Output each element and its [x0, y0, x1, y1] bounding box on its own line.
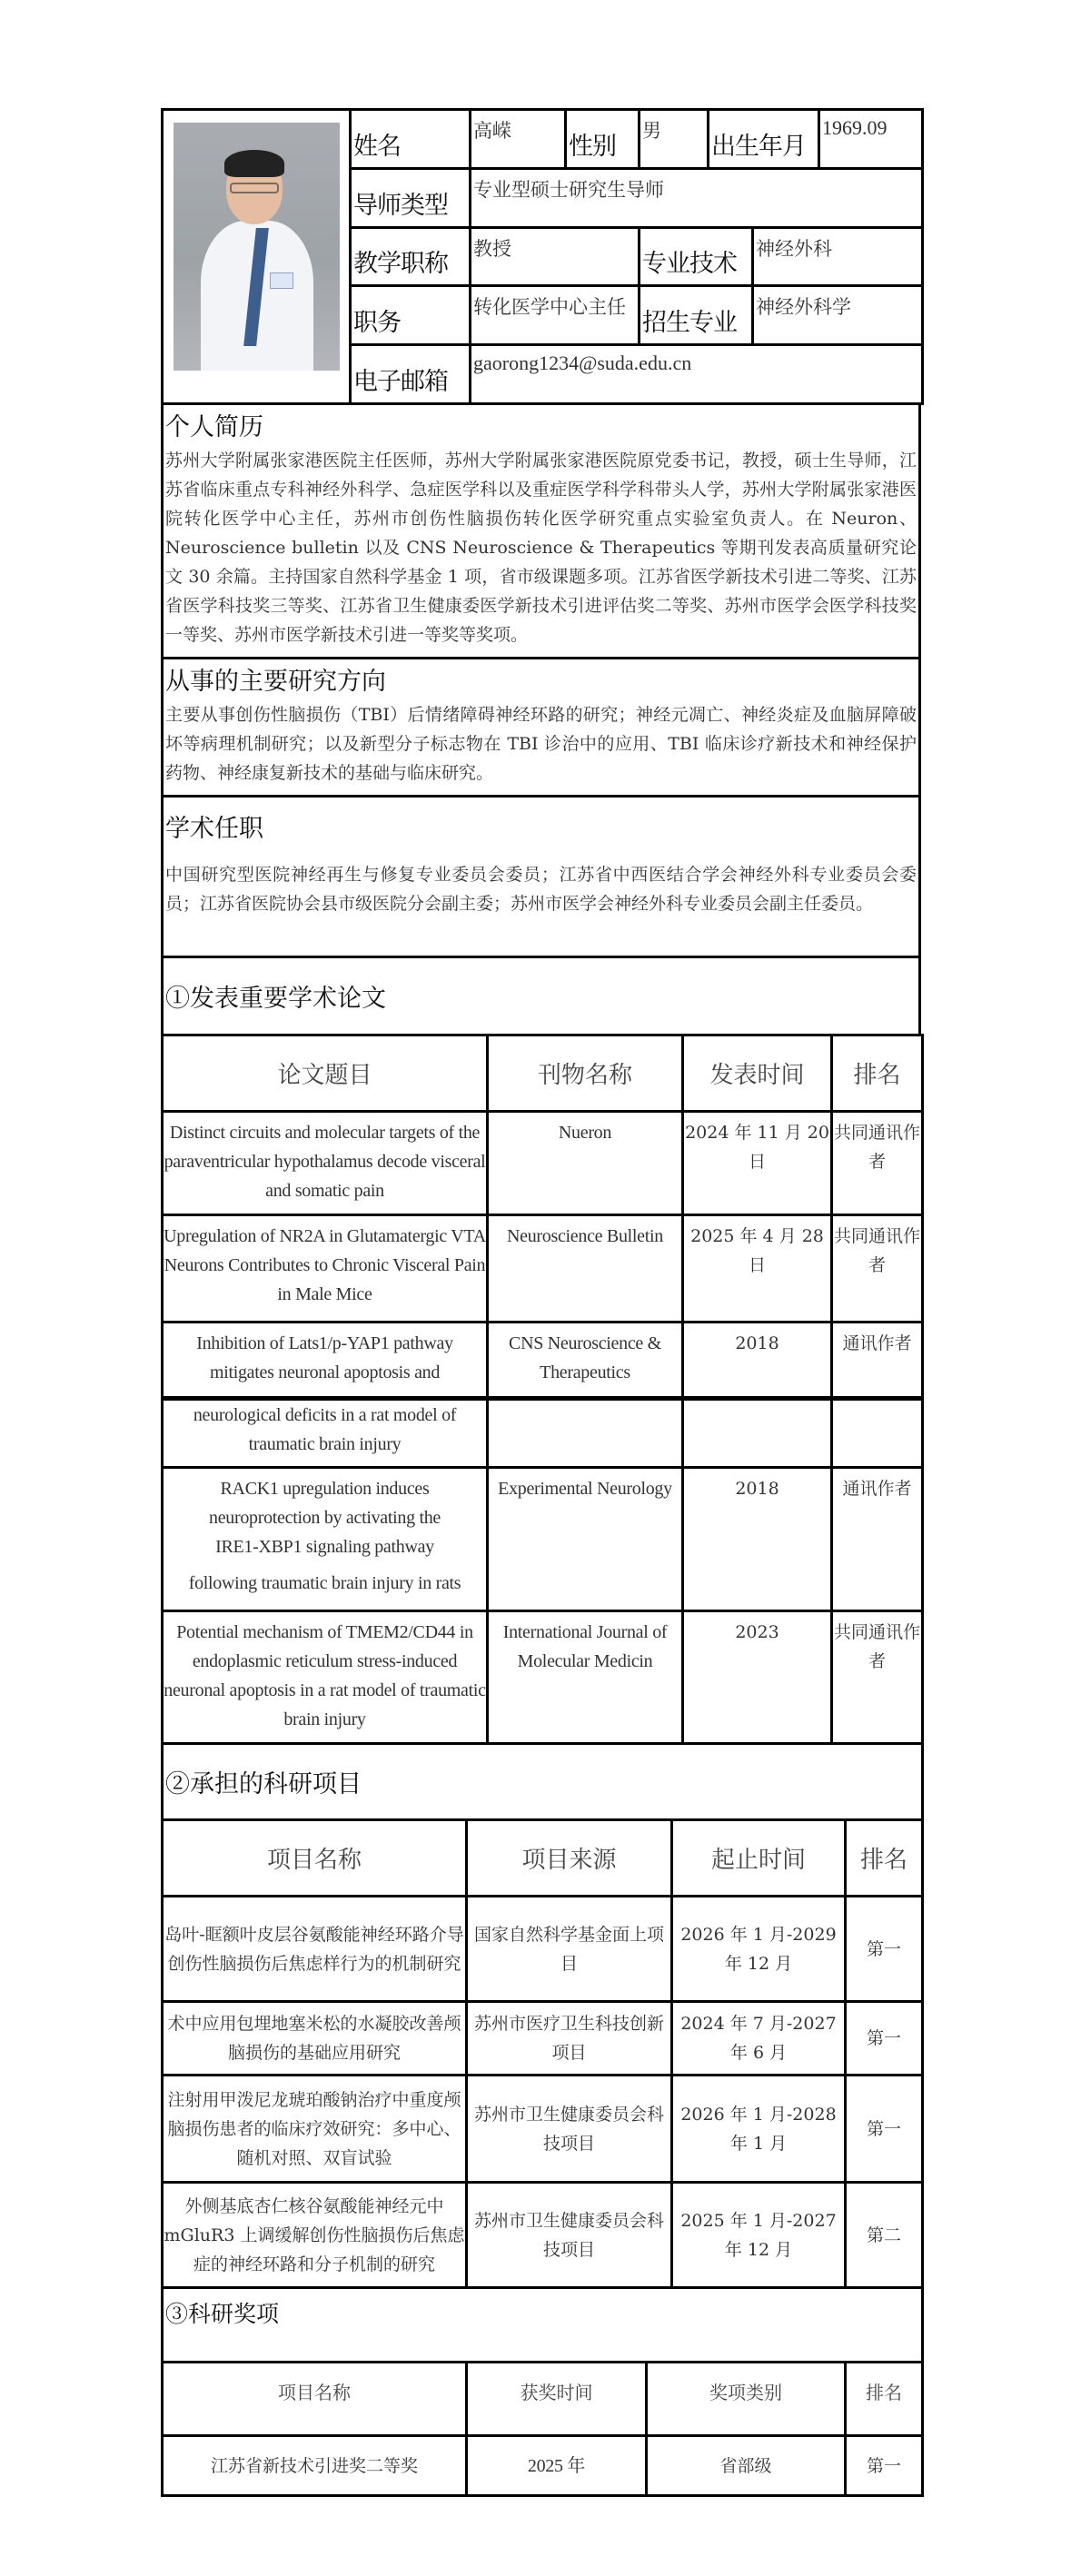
project-period: 2026 年 1 月-2029 年 12 月	[672, 1897, 846, 2002]
project-source: 苏州市卫生健康委员会科技项目	[467, 2076, 672, 2183]
email-label: 电子邮箱	[351, 345, 471, 404]
awards-header-name: 项目名称	[163, 2363, 467, 2436]
research-title: 从事的主要研究方向	[165, 668, 386, 696]
project-row	[163, 2183, 923, 2288]
project-source: 国家自然科学基金面上项目	[467, 1897, 672, 2002]
supervisor-photo	[174, 123, 340, 371]
paper-title-extra: following traumatic brain injury in rats	[188, 1573, 461, 1593]
award-row	[163, 2436, 923, 2496]
bio-section	[163, 404, 920, 659]
awards-header-rank: 排名	[846, 2363, 923, 2436]
name-label: 姓名	[351, 110, 471, 169]
paper-title: Potential mechanism of TMEM2/CD44 in endoplasmic reticulum stress-induced neuronal apoptosis in a rat model of traumatic brain injury	[163, 1611, 488, 1744]
projects-header-period: 起止时间	[672, 1820, 846, 1897]
paper-rank: 通讯作者	[832, 1468, 923, 1611]
birth-value: 1969.09	[819, 110, 923, 169]
teaching-title-label: 教学职称	[351, 228, 471, 286]
project-period: 2025 年 1 月-2027 年 12 月	[672, 2183, 846, 2288]
project-row	[163, 2002, 923, 2076]
gender-label: 性别	[566, 110, 640, 169]
profile-table	[161, 108, 924, 405]
gender-value: 男	[640, 110, 709, 169]
awards-table	[161, 2361, 924, 2497]
paper-journal: CNS Neuroscience & Therapeutics	[488, 1323, 683, 1399]
projects-header-source: 项目来源	[467, 1820, 672, 1897]
paper-journal: Neuroscience Bulletin	[488, 1215, 683, 1323]
project-rank: 第一	[846, 1897, 923, 2002]
awards-header-row	[163, 2363, 923, 2436]
paper-title-cell	[163, 1468, 488, 1611]
paper-title: RACK1 upregulation induces neuroprotection by activating the IRE1-XBP1 signaling pathway	[209, 1479, 441, 1557]
position-value: 转化医学中心主任	[471, 286, 640, 345]
photo-cell	[163, 110, 351, 404]
paper-row	[163, 1112, 923, 1215]
research-section	[163, 659, 920, 797]
supervisor-type-label: 导师类型	[351, 169, 471, 228]
bio-title: 个人简历	[165, 413, 263, 441]
papers-header-rank: 排名	[832, 1035, 923, 1112]
project-name: 注射用甲泼尼龙琥珀酸钠治疗中重度颅脑损伤患者的临床疗效研究：多中心、随机对照、双盲试验	[163, 2076, 467, 2183]
papers-table	[161, 1034, 924, 1821]
project-rank: 第二	[846, 2183, 923, 2288]
paper-date: 2024 年 11 月 20 日	[683, 1112, 832, 1215]
award-name: 江苏省新技术引进奖二等奖	[163, 2436, 467, 2496]
award-rank: 第一	[846, 2436, 923, 2496]
enroll-major-label: 招生专业	[640, 286, 753, 345]
paper-rank: 共同通讯作者	[832, 1611, 923, 1744]
papers-header-journal: 刊物名称	[488, 1035, 683, 1112]
award-category: 省部级	[647, 2436, 846, 2496]
projects-title: ②承担的科研项目	[163, 1744, 923, 1820]
paper-journal: Experimental Neurology	[488, 1468, 683, 1611]
paper-journal: Nueron	[488, 1112, 683, 1215]
paper-journal	[488, 1399, 683, 1468]
project-name: 岛叶-眶额叶皮层谷氨酸能神经环路介导创伤性脑损伤后焦虑样行为的机制研究	[163, 1897, 467, 2002]
name-value: 高嵘	[471, 110, 566, 169]
paper-title: Distinct circuits and molecular targets of the paraventricular hypothalamus decode visceral and somatic pain	[163, 1112, 488, 1215]
papers-title: ①发表重要学术论文	[163, 957, 920, 1035]
paper-title: Upregulation of NR2A in Glutamatergic VTA Neurons Contributes to Chronic Visceral Pain in Male Mice	[163, 1215, 488, 1323]
paper-date: 2018	[683, 1468, 832, 1611]
paper-date: 2018	[683, 1323, 832, 1399]
projects-header-rank: 排名	[846, 1820, 923, 1897]
paper-rank: 通讯作者	[832, 1323, 923, 1399]
supervisor-profile-sheet	[161, 108, 921, 2497]
project-source: 苏州市卫生健康委员会科技项目	[467, 2183, 672, 2288]
paper-title: Inhibition of Lats1/p-YAP1 pathway mitigates neuronal apoptosis and	[163, 1323, 488, 1399]
awards-header-category: 奖项类别	[647, 2363, 846, 2436]
paper-date: 2023	[683, 1611, 832, 1744]
paper-row	[163, 1323, 923, 1399]
papers-header-date: 发表时间	[683, 1035, 832, 1112]
birth-label: 出生年月	[709, 110, 819, 169]
projects-header-row	[163, 1820, 923, 1897]
paper-row	[163, 1215, 923, 1323]
awards-header-year: 获奖时间	[467, 2363, 647, 2436]
email-value: gaorong1234@suda.edu.cn	[471, 345, 923, 404]
paper-journal: International Journal of Molecular Medicin	[488, 1611, 683, 1744]
projects-table	[161, 1818, 924, 2363]
project-period: 2024 年 7 月-2027 年 6 月	[672, 2002, 846, 2076]
award-year: 2025 年	[467, 2436, 647, 2496]
position-label: 职务	[351, 286, 471, 345]
paper-rank	[832, 1399, 923, 1468]
project-row	[163, 2076, 923, 2183]
professional-tech-value: 神经外科	[753, 228, 923, 286]
paper-row-continued	[163, 1399, 923, 1468]
academic-text: 中国研究型医院神经再生与修复专业委员会委员；江苏省中西医结合学会神经外科专业委员会委员；江苏省医院协会县市级医院分会副主委；苏州市医学会神经外科专业委员会副主任委员。	[165, 865, 917, 914]
project-period: 2026 年 1 月-2028 年 1 月	[672, 2076, 846, 2183]
supervisor-type-value: 专业型硕士研究生导师	[471, 169, 923, 228]
paper-date	[683, 1399, 832, 1468]
project-row	[163, 1897, 923, 2002]
academic-title: 学术任职	[165, 815, 263, 843]
paper-row	[163, 1468, 923, 1611]
paper-rank: 共同通讯作者	[832, 1112, 923, 1215]
project-name: 术中应用包埋地塞米松的水凝胶改善颅脑损伤的基础应用研究	[163, 2002, 467, 2076]
bio-text: 苏州大学附属张家港医院主任医师，苏州大学附属张家港医院原党委书记，教授，硕士生导师，江苏省临床重点专科神经外科学、急症医学科以及重症医学科学科带头人学，苏州大学附属张家港医院转化医学中心主任，苏州市创伤性脑损伤转化医学研究重点实验室负责人。在 Neuron、Neuroscience bulletin 以及 CNS Neuroscience & Therapeutics 等期刊发表高质量研究论文 30 余篇。主持国家自然科学基金 1 项，省市级课题多项。江苏省医学新技术引进二等奖、江苏省医学科技奖三等奖、江苏省卫生健康委医学新技术引进评估奖二等奖、苏州市医学会医学科技奖一等奖、苏州市医学新技术引进一等奖等奖项。	[165, 451, 917, 645]
paper-title: neurological deficits in a rat model of traumatic brain injury	[163, 1399, 488, 1468]
text-sections-table	[161, 402, 921, 1036]
projects-header-name: 项目名称	[163, 1820, 467, 1897]
teaching-title-value: 教授	[471, 228, 640, 286]
enroll-major-value: 神经外科学	[753, 286, 923, 345]
papers-header-row	[163, 1035, 923, 1112]
papers-header-title: 论文题目	[163, 1035, 488, 1112]
paper-row	[163, 1611, 923, 1744]
research-text: 主要从事创伤性脑损伤（TBI）后情绪障碍神经环路的研究；神经元凋亡、神经炎症及血脑屏障破坏等病理机制研究；以及新型分子标志物在 TBI 诊治中的应用、TBI 临床诊疗新技术和神经保护药物、神经康复新技术的基础与临床研究。	[165, 705, 917, 783]
project-name: 外侧基底杏仁核谷氨酸能神经元中 mGluR3 上调缓解创伤性脑损伤后焦虑症的神经环路和分子机制的研究	[163, 2183, 467, 2288]
paper-rank: 共同通讯作者	[832, 1215, 923, 1323]
professional-tech-label: 专业技术	[640, 228, 753, 286]
academic-section	[163, 797, 920, 957]
project-source: 苏州市医疗卫生科技创新项目	[467, 2002, 672, 2076]
project-rank: 第一	[846, 2002, 923, 2076]
paper-date: 2025 年 4 月 28 日	[683, 1215, 832, 1323]
awards-title: ③科研奖项	[163, 2288, 923, 2363]
project-rank: 第一	[846, 2076, 923, 2183]
